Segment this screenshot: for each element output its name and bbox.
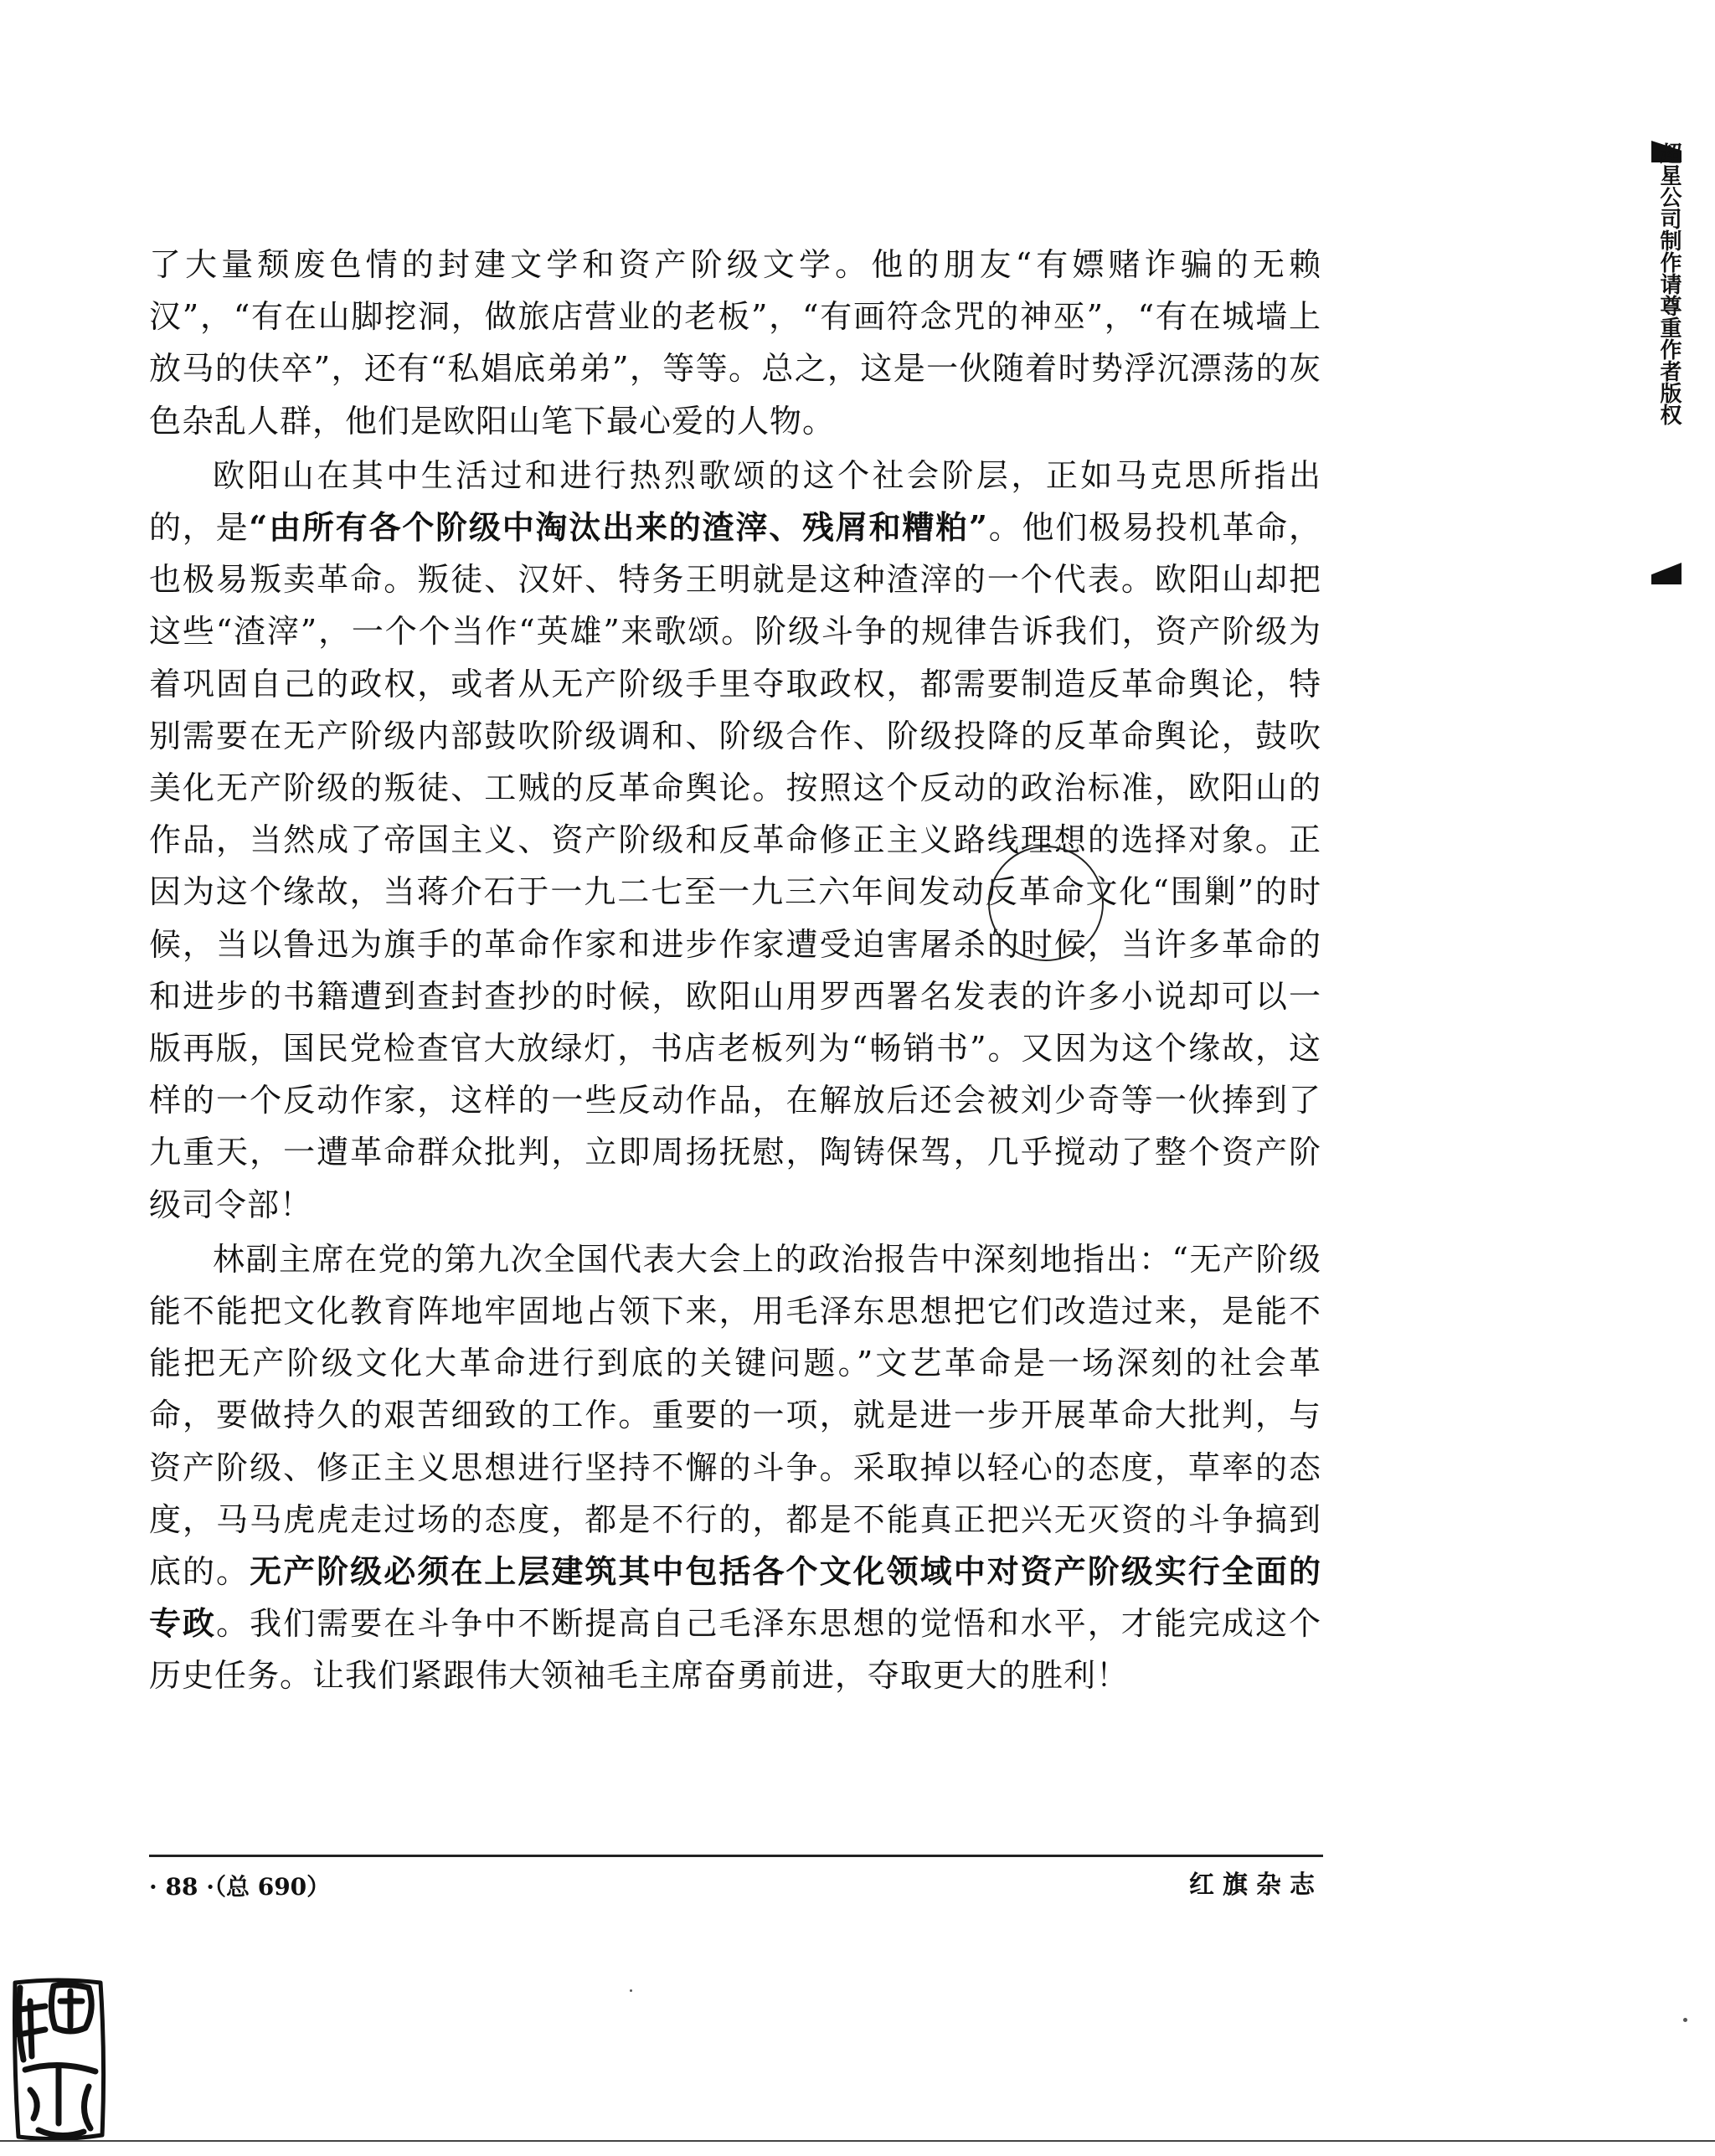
- scan-speck: [630, 1989, 632, 1992]
- paragraph: [149, 1233, 1321, 1702]
- watermark-bar-bottom: [1651, 563, 1682, 584]
- article-body: [149, 239, 1321, 1702]
- text-run: 林副主席在党的第九次全国代表大会上的政治报告中深刻地指出：“无产阶级能不能把文化教育阵地牢固地占领下来，用毛泽东思想把它们改造过来，是能不能把无产阶级文化大革命进行到底的关键问题。”文艺革命是一场深刻的社会革命，要做持久的艰苦细致的工作。重要的一项，就是进一步开展革命大批判，与资产阶级、修正主义思想进行坚持不懈的斗争。采取掉以轻心的态度，草率的态度，马马虎虎走过场的态度，都是不行的，都是不能真正把兴无灭资的斗争搞到底的。: [149, 1240, 1321, 1591]
- paragraph: [149, 450, 1321, 1231]
- seal-stamp-icon: [8, 1976, 109, 2143]
- text-run: 欧阳山在其中生活过和进行热烈歌颂的这个社会阶层，正如马克思所指出的，是: [149, 456, 1321, 547]
- text-run: 。我们需要在斗争中不断提高自己毛泽东思想的觉悟和水平，才能完成这个历史任务。让我们紧跟伟大领袖毛主席奋勇前进，夺取更大的胜利！: [149, 1605, 1321, 1695]
- page-number: · 88 ·（总 690）: [149, 1873, 331, 1901]
- footer-rule: [149, 1855, 1323, 1857]
- scan-edge-line: [0, 2140, 1715, 2142]
- scan-speck: [1683, 2018, 1687, 2022]
- circle-mark: [988, 846, 1104, 961]
- publication-name: 红旗杂志: [1189, 1870, 1323, 1900]
- paragraph: [149, 239, 1321, 447]
- text-run: 。他们极易投机革命，也极易叛卖革命。叛徒、汉奸、特务王明就是这种渣滓的一个代表。欧阳山却把这些“渣滓”，一个个当作“英雄”来歌颂。阶级斗争的规律告诉我们，资产阶级为着巩固自己的政权，或者从无产阶级手里夺取政权，都需要制造反革命舆论，特别需要在无产阶级内部鼓吹阶级调和、阶级合作、阶级投降的反革命舆论，鼓吹美化无产阶级的叛徒、工贼的反革命舆论。按照这个反动的政治标准，欧阳山的作品，当然成了帝国主义、资产阶级和反革命修正主义路线理想的选择对象。正因为这个缘故，当蒋介石于一九二七至一九三六年间发动反革命文化“围剿”的时候，当以鲁迅为旗手的革命作家和进步作家遭受迫害屠杀的时候，当许多革命的和进步的书籍遭到查封查抄的时候，欧阳山用罗西署名发表的许多小说却可以一版再版，国民党检查官大放绿灯，书店老板列为“畅销书”。又因为这个缘故，这样的一个反动作家，这样的一些反动作品，在解放后还会被刘少奇等一伙捧到了九重天，一遭革命群众批判，立即周扬抚慰，陶铸保驾，几乎搅动了整个资产阶级司令部！: [149, 509, 1321, 1223]
- text-run: 了大量颓废色情的封建文学和资产阶级文学。他的朋友“有嫖赌诈骗的无赖汉”，“有在山脚挖洞，做旅店营业的老板”，“有画符念咒的神巫”，“有在城墙上放马的伕卒”，还有“私娼底弟弟”，等等。总之，这是一伙随着时势浮沉漂荡的灰色杂乱人群，他们是欧阳山笔下最心爱的人物。: [149, 246, 1321, 440]
- emphasized-text: 无产阶级必须在上层建筑其中包括各个文化领域中对资产阶级实行全面的专政: [149, 1552, 1321, 1643]
- copyright-watermark: 超星公司制作请尊重作者版权: [1656, 142, 1682, 425]
- emphasized-text: “由所有各个阶级中淘汰出来的渣滓、残屑和糟粕”: [249, 508, 988, 547]
